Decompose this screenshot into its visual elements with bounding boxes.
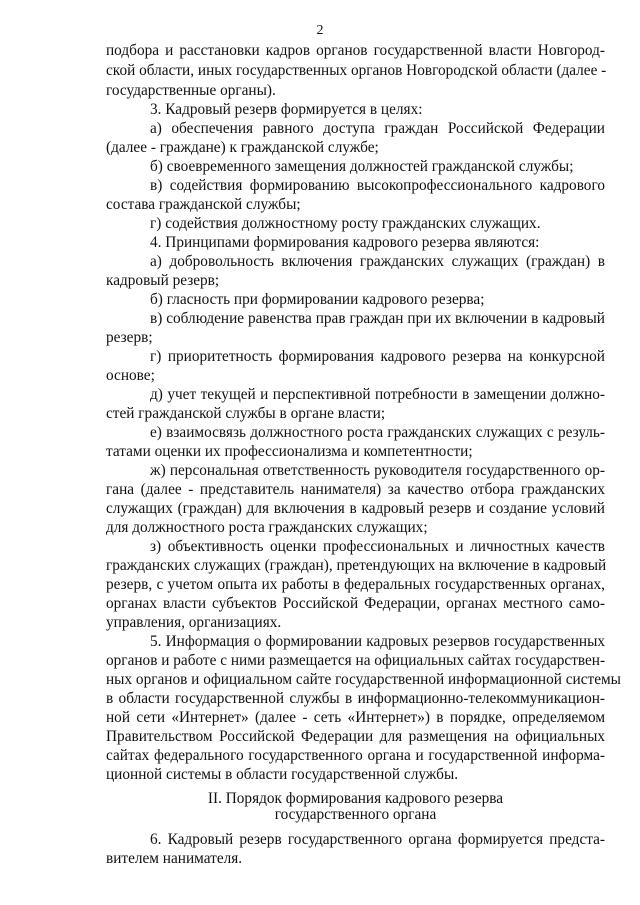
text-line: г) приоритетность формирования кадрового резерва на конкурсной <box>150 348 605 365</box>
text-line: татами оценки их профессионализма и компетентности; <box>106 443 473 460</box>
text-line: 4. Принципами формирования кадрового резерва являются: <box>150 234 540 251</box>
text-line: кадровый резерв; <box>106 272 220 289</box>
text-line: в) содействия формированию высокопрофессионального кадрового <box>150 177 605 194</box>
text-line: органах власти субъектов Российской Федерации, органах местного само- <box>106 595 605 612</box>
text-line: органов и работе с ними размещается на официальных сайтах государствен- <box>106 652 606 669</box>
text-line: подбора и расстановки кадров органов государственной власти Новгород- <box>106 42 605 59</box>
section-heading: II. Порядок формирования кадрового резерва <box>207 790 504 807</box>
text-line: б) гласность при формировании кадрового резерва; <box>150 291 485 308</box>
page-number: 2 <box>316 23 324 38</box>
text-line: е) взаимосвязь должностного роста гражданских служащих с резуль- <box>150 424 605 441</box>
text-line: гана (далее - представитель нанимателя) за качество отбора гражданских <box>106 481 605 498</box>
text-line: государственные органы). <box>106 82 276 99</box>
text-line: б) своевременного замещения должностей гражданской службы; <box>150 158 574 175</box>
text-line: ской области, иных государственных органов Новгородской области (далее - <box>106 62 607 79</box>
text-line: резерв; <box>106 329 153 346</box>
text-line: ционной системы в области государственной службы. <box>106 766 459 783</box>
text-line: а) обеспечения равного доступа граждан Российской Федерации <box>150 120 605 137</box>
text-line: д) учет текущей и перспективной потребности в замещении должно- <box>150 386 605 403</box>
text-line: управления, организациях. <box>106 614 282 631</box>
text-line: служащих (граждан) для включения в кадровый резерв и создание условий <box>106 500 605 517</box>
text-line: гражданских служащих (граждан), претендующих на включение в кадровый <box>106 557 607 574</box>
text-line: вителем нанимателя. <box>106 850 243 867</box>
text-line: ной сети «Интернет» (далее - сеть «Интернет») в порядке, определяемом <box>106 709 605 726</box>
text-line: стей гражданской службы в органе власти; <box>106 405 386 422</box>
text-line: сайтах федерального государственного органа и государственной информа- <box>106 747 605 764</box>
text-line: 3. Кадровый резерв формируется в целях: <box>150 101 423 118</box>
text-line: а) добровольность включения гражданских служащих (граждан) в <box>150 253 605 270</box>
text-line: г) содействия должностному росту гражданских служащих. <box>150 215 541 232</box>
text-line: 6. Кадровый резерв государственного органа формируется предста- <box>150 831 605 848</box>
text-line: Правительством Российской Федерации для размещения на официальных <box>106 728 605 745</box>
text-line: з) объективность оценки профессиональных и личностных качеств <box>150 538 605 555</box>
text-line: 5. Информация о формировании кадровых резервов государственных <box>150 633 605 650</box>
text-line: в области государственной службы в информационно-телекоммуникацион- <box>106 690 605 707</box>
text-line: состава гражданской службы; <box>106 196 301 213</box>
text-line: (далее - граждане) к гражданской службе; <box>106 139 379 156</box>
text-line: для должностного роста гражданских служащих; <box>106 519 428 536</box>
section-heading: государственного органа <box>274 806 437 823</box>
text-line: резерв, с учетом опыта их работы в федеральных государственных органах, <box>106 576 605 593</box>
text-line: ных органов и официальном сайте государственной информационной системы <box>106 671 621 688</box>
text-line: в) соблюдение равенства прав граждан при их включении в кадровый <box>150 310 605 327</box>
text-line: основе; <box>106 367 155 384</box>
text-line: ж) персональная ответственность руководителя государственного ор- <box>150 462 605 479</box>
